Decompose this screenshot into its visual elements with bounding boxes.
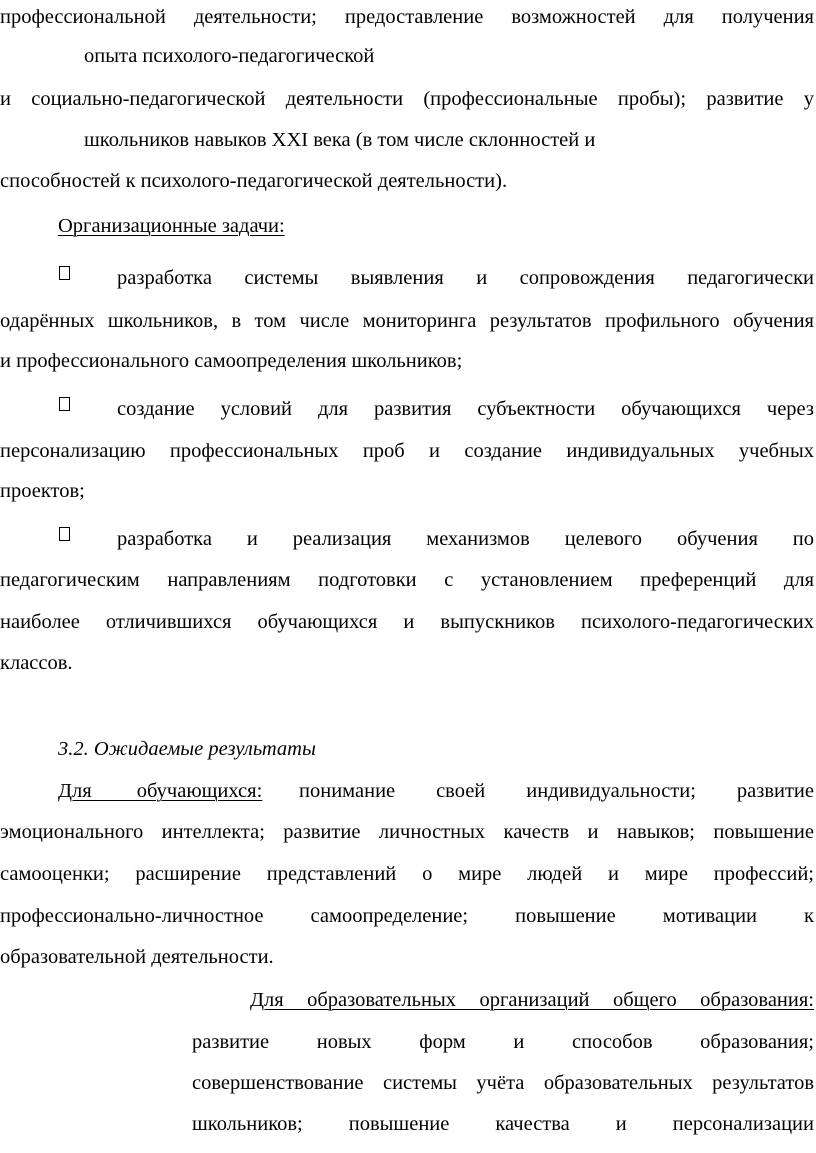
organizations-label: Для образовательных организаций общего образования:	[250, 989, 814, 1011]
text-line: профессионально-личностное самоопределение; повышение мотивации к	[0, 905, 814, 927]
bullet-item-line: педагогическим направлениям подготовки с установлением преференций для	[0, 569, 814, 591]
text-line: развитие новых форм и способов образования;	[192, 1031, 814, 1053]
students-label: Для обучающихся:	[58, 780, 263, 802]
bullet-item-line: проектов;	[0, 480, 85, 502]
text-line: образовательной деятельности.	[0, 946, 274, 968]
bullet-item-line: классов.	[0, 652, 73, 674]
text-line: школьников навыков XXI века (в том числе склонностей и	[84, 129, 596, 151]
text-line: школьников; повышение качества и персонализации	[192, 1113, 814, 1135]
bullet-item-line: разработка системы выявления и сопровождения педагогически	[117, 267, 814, 289]
text-line: опыта психолого-педагогической	[84, 45, 375, 67]
org-tasks-heading: Организационные задачи:	[58, 215, 285, 237]
bullet-item-line: одарённых школьников, в том числе мониторинга результатов профильного обучения	[0, 310, 814, 332]
bullet-item-line: наиболее отличившихся обучающихся и выпускников психолого-педагогических	[0, 611, 814, 633]
checkbox-bullet-icon	[59, 266, 70, 280]
checkbox-bullet-icon	[59, 527, 70, 541]
bullet-item-line: создание условий для развития субъектности обучающихся через	[117, 398, 814, 420]
students-line1-rest: понимание своей индивидуальности; развитие	[299, 780, 814, 802]
bullet-item-line: персонализацию профессиональных проб и создание индивидуальных учебных	[0, 440, 814, 462]
students-first-line	[58, 781, 814, 802]
text-line: и социально-педагогической деятельности (профессиональные пробы); развитие у	[0, 88, 814, 110]
bullet-item-line: и профессионального самоопределения школьников;	[0, 350, 463, 372]
text-line: совершенствование системы учёта образовательных результатов	[192, 1072, 814, 1094]
bullet-item-line: разработка и реализация механизмов целевого обучения по	[117, 528, 814, 550]
section-heading: 3.2. Ожидаемые результаты	[58, 738, 316, 760]
text-line: самооценки; расширение представлений о мире людей и мире профессий;	[0, 863, 814, 885]
checkbox-bullet-icon	[59, 397, 70, 411]
text-line: эмоционального интеллекта; развитие личностных качеств и навыков; повышение	[0, 821, 814, 843]
text-line: профессиональной деятельности; предоставление возможностей для получения	[0, 6, 814, 28]
text-line: способностей к психолого-педагогической деятельности).	[0, 170, 508, 192]
